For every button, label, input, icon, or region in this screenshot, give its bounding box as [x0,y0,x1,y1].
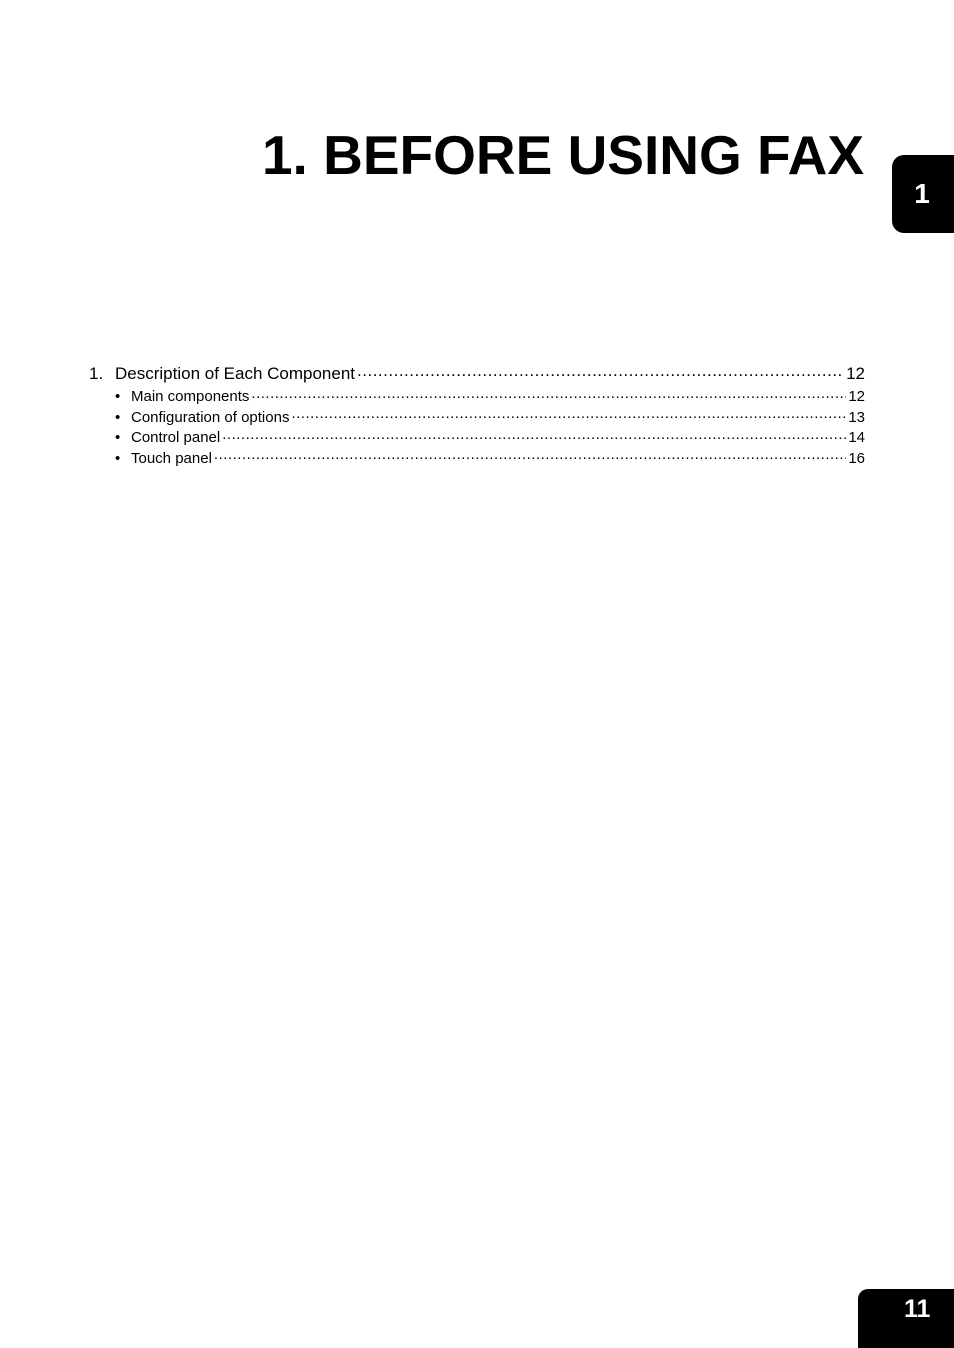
chapter-tab-number: 1 [914,178,930,209]
chapter-title: 1. BEFORE USING FAX [261,124,864,186]
page-number: 11 [904,1295,931,1323]
toc-dot-leader [214,448,846,463]
toc-item-configuration-of-options[interactable] [89,407,865,428]
toc-dot-leader [291,407,846,422]
toc-item-page: 12 [848,388,865,405]
toc-bullet: • [115,388,121,405]
toc-bullet: • [115,449,121,467]
toc-bullet: • [115,429,121,446]
toc-item-label: Configuration of options [131,408,290,426]
toc-item-page: 16 [848,449,865,467]
toc-bullet: • [115,408,121,426]
toc-item-main-components[interactable] [89,386,865,407]
chapter-tab [892,155,954,233]
toc-item-page: 14 [848,429,865,446]
toc-main-page: 12 [846,364,865,383]
toc-dot-leader [222,427,846,442]
toc-main-label: Description of Each Component [115,364,356,383]
toc-item-label: Main components [131,388,250,405]
toc-item-touch-panel[interactable] [89,448,865,469]
toc-item-page: 13 [848,408,865,426]
toc-main-entry[interactable] [89,362,865,386]
toc-item-label: Touch panel [131,449,212,467]
table-of-contents [89,362,865,468]
toc-main-number: 1. [89,364,104,383]
toc-item-label: Control panel [131,429,221,446]
toc-dot-leader [357,362,844,379]
toc-item-control-panel[interactable] [89,427,865,448]
page-number-tab [858,1289,954,1348]
toc-dot-leader [251,386,846,401]
